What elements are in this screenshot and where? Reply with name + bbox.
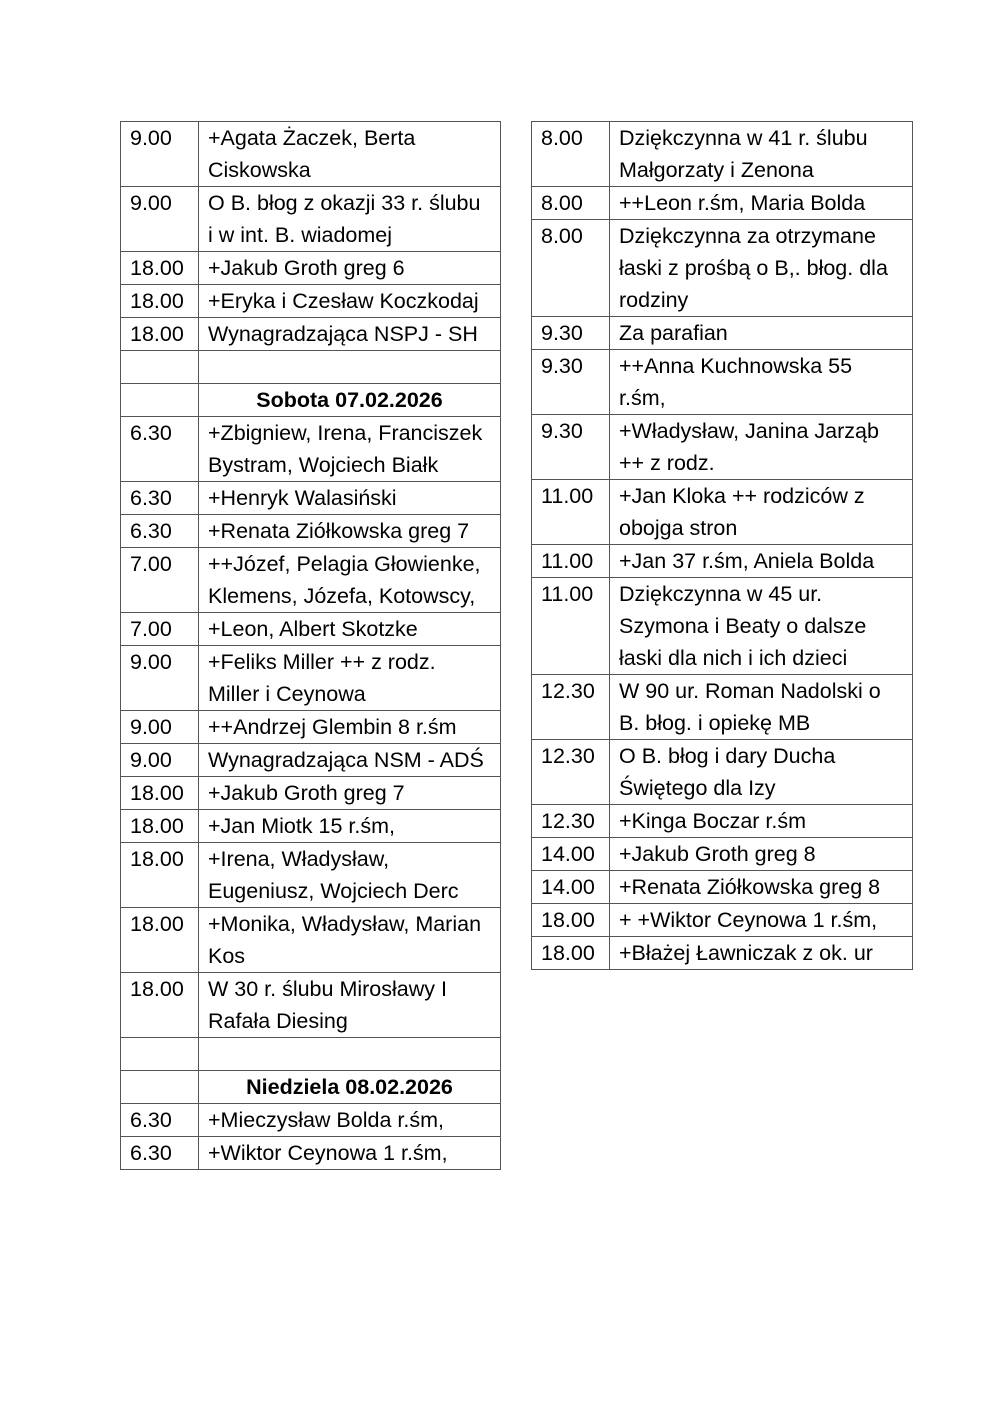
mass-time: 18.00 (121, 285, 199, 318)
mass-time: 8.00 (532, 187, 610, 220)
mass-intention-row (532, 317, 913, 350)
mass-intention: Dziękczynna w 45 ur. Szymona i Beaty o dalsze łaski dla nich i ich dzieci (610, 578, 913, 675)
mass-intention-row (121, 515, 501, 548)
mass-intention: +Renata Ziółkowska greg 8 (610, 871, 913, 904)
mass-intention-row (532, 904, 913, 937)
day-header: Sobota 07.02.2026 (199, 384, 501, 417)
mass-intention-row (532, 675, 913, 740)
mass-intention-row (532, 350, 913, 415)
mass-intention: +Jan Kloka ++ rodziców z obojga stron (610, 480, 913, 545)
empty-cell (199, 351, 501, 384)
mass-time: 18.00 (121, 973, 199, 1038)
day-header-row (121, 1071, 501, 1104)
mass-intention: +Wiktor Ceynowa 1 r.śm, (199, 1137, 501, 1170)
mass-intention: +Jan Miotk 15 r.śm, (199, 810, 501, 843)
mass-intention: W 90 ur. Roman Nadolski o B. błog. i opiekę MB (610, 675, 913, 740)
mass-time: 6.30 (121, 417, 199, 482)
right-schedule-body (532, 122, 913, 970)
mass-intention: O B. błog i dary Ducha Świętego dla Izy (610, 740, 913, 805)
mass-intention-row (532, 415, 913, 480)
mass-intention-row (121, 777, 501, 810)
blank-row (121, 351, 501, 384)
mass-intention: +Władysław, Janina Jarząb ++ z rodz. (610, 415, 913, 480)
blank-row (121, 1038, 501, 1071)
mass-intention: Wynagradzająca NSPJ - SH (199, 318, 501, 351)
mass-time: 18.00 (532, 937, 610, 970)
mass-time: 12.30 (532, 675, 610, 740)
mass-intention: +Błażej Ławniczak z ok. ur (610, 937, 913, 970)
mass-intention: ++Józef, Pelagia Głowienke, Klemens, Józefa, Kotowscy, (199, 548, 501, 613)
mass-time: 18.00 (121, 777, 199, 810)
mass-intention-row (532, 937, 913, 970)
mass-time: 12.30 (532, 740, 610, 805)
mass-time: 8.00 (532, 220, 610, 317)
right-schedule-table (531, 121, 913, 970)
mass-intention-row (121, 482, 501, 515)
mass-time: 7.00 (121, 548, 199, 613)
mass-intention-row (121, 1104, 501, 1137)
mass-intention: +Mieczysław Bolda r.śm, (199, 1104, 501, 1137)
mass-time: 7.00 (121, 613, 199, 646)
empty-cell (121, 1071, 199, 1104)
mass-intention-row (121, 711, 501, 744)
mass-intention-row (121, 908, 501, 973)
mass-intention: +Jakub Groth greg 8 (610, 838, 913, 871)
mass-intention-row (121, 744, 501, 777)
mass-intention-row (532, 220, 913, 317)
mass-time: 9.00 (121, 711, 199, 744)
mass-intention-row (121, 810, 501, 843)
mass-time: 9.00 (121, 187, 199, 252)
mass-intention: +Jakub Groth greg 7 (199, 777, 501, 810)
mass-intention: +Monika, Władysław, Marian Kos (199, 908, 501, 973)
mass-intention: W 30 r. ślubu Mirosławy I Rafała Diesing (199, 973, 501, 1038)
mass-intention-row (121, 548, 501, 613)
mass-intention: +Feliks Miller ++ z rodz. Miller i Ceynowa (199, 646, 501, 711)
left-schedule-body (121, 122, 501, 1170)
mass-intention-row (121, 252, 501, 285)
mass-time: 6.30 (121, 482, 199, 515)
mass-intention: +Henryk Walasiński (199, 482, 501, 515)
day-header-row (121, 384, 501, 417)
mass-intention: Dziękczynna w 41 r. ślubu Małgorzaty i Zenona (610, 122, 913, 187)
mass-intention-row (532, 805, 913, 838)
mass-intention-row (121, 843, 501, 908)
mass-intention: Wynagradzająca NSM - ADŚ (199, 744, 501, 777)
mass-time: 6.30 (121, 1104, 199, 1137)
mass-intention: +Kinga Boczar r.śm (610, 805, 913, 838)
mass-intention: ++Andrzej Glembin 8 r.śm (199, 711, 501, 744)
empty-cell (121, 384, 199, 417)
mass-intention: +Zbigniew, Irena, Franciszek Bystram, Wojciech Białk (199, 417, 501, 482)
mass-intention-row (121, 417, 501, 482)
mass-intention: +Jan 37 r.śm, Aniela Bolda (610, 545, 913, 578)
mass-intention-row (532, 871, 913, 904)
mass-time: 18.00 (121, 908, 199, 973)
mass-intention-row (121, 973, 501, 1038)
mass-time: 18.00 (121, 810, 199, 843)
mass-time: 11.00 (532, 578, 610, 675)
mass-time: 9.30 (532, 415, 610, 480)
mass-intention-row (532, 545, 913, 578)
mass-intention-row (532, 740, 913, 805)
mass-time: 9.00 (121, 744, 199, 777)
empty-cell (121, 1038, 199, 1071)
mass-intention: +Jakub Groth greg 6 (199, 252, 501, 285)
mass-time: 12.30 (532, 805, 610, 838)
mass-intention: Za parafian (610, 317, 913, 350)
mass-intention-row (121, 122, 501, 187)
mass-intention: + +Wiktor Ceynowa 1 r.śm, (610, 904, 913, 937)
mass-time: 11.00 (532, 545, 610, 578)
mass-intention: O B. błog z okazji 33 r. ślubu i w int. B. wiadomej (199, 187, 501, 252)
mass-intention-row (121, 646, 501, 711)
mass-time: 9.00 (121, 646, 199, 711)
mass-time: 14.00 (532, 871, 610, 904)
mass-intention: +Renata Ziółkowska greg 7 (199, 515, 501, 548)
mass-intention-row (121, 285, 501, 318)
mass-intention: +Irena, Władysław, Eugeniusz, Wojciech Derc (199, 843, 501, 908)
mass-time: 18.00 (121, 843, 199, 908)
mass-time: 9.30 (532, 350, 610, 415)
mass-intention: +Eryka i Czesław Koczkodaj (199, 285, 501, 318)
mass-intention-row (532, 122, 913, 187)
mass-time: 18.00 (532, 904, 610, 937)
mass-intention-row (532, 187, 913, 220)
mass-intention: +Leon, Albert Skotzke (199, 613, 501, 646)
mass-time: 9.00 (121, 122, 199, 187)
mass-intention-row (121, 318, 501, 351)
empty-cell (121, 351, 199, 384)
mass-time: 18.00 (121, 252, 199, 285)
day-header: Niedziela 08.02.2026 (199, 1071, 501, 1104)
mass-intention-row (532, 480, 913, 545)
mass-intention-row (121, 187, 501, 252)
mass-time: 11.00 (532, 480, 610, 545)
mass-intention: Dziękczynna za otrzymane łaski z prośbą o B,. błog. dla rodziny (610, 220, 913, 317)
mass-intention-row (121, 1137, 501, 1170)
mass-time: 6.30 (121, 1137, 199, 1170)
empty-cell (199, 1038, 501, 1071)
mass-intention: +Agata Żaczek, Berta Ciskowska (199, 122, 501, 187)
mass-intention: ++Anna Kuchnowska 55 r.śm, (610, 350, 913, 415)
mass-intention-row (121, 613, 501, 646)
mass-intention-row (532, 578, 913, 675)
mass-intention-row (532, 838, 913, 871)
mass-time: 6.30 (121, 515, 199, 548)
mass-time: 9.30 (532, 317, 610, 350)
mass-time: 14.00 (532, 838, 610, 871)
mass-time: 18.00 (121, 318, 199, 351)
mass-intention: ++Leon r.śm, Maria Bolda (610, 187, 913, 220)
mass-time: 8.00 (532, 122, 610, 187)
left-schedule-table (120, 121, 501, 1170)
